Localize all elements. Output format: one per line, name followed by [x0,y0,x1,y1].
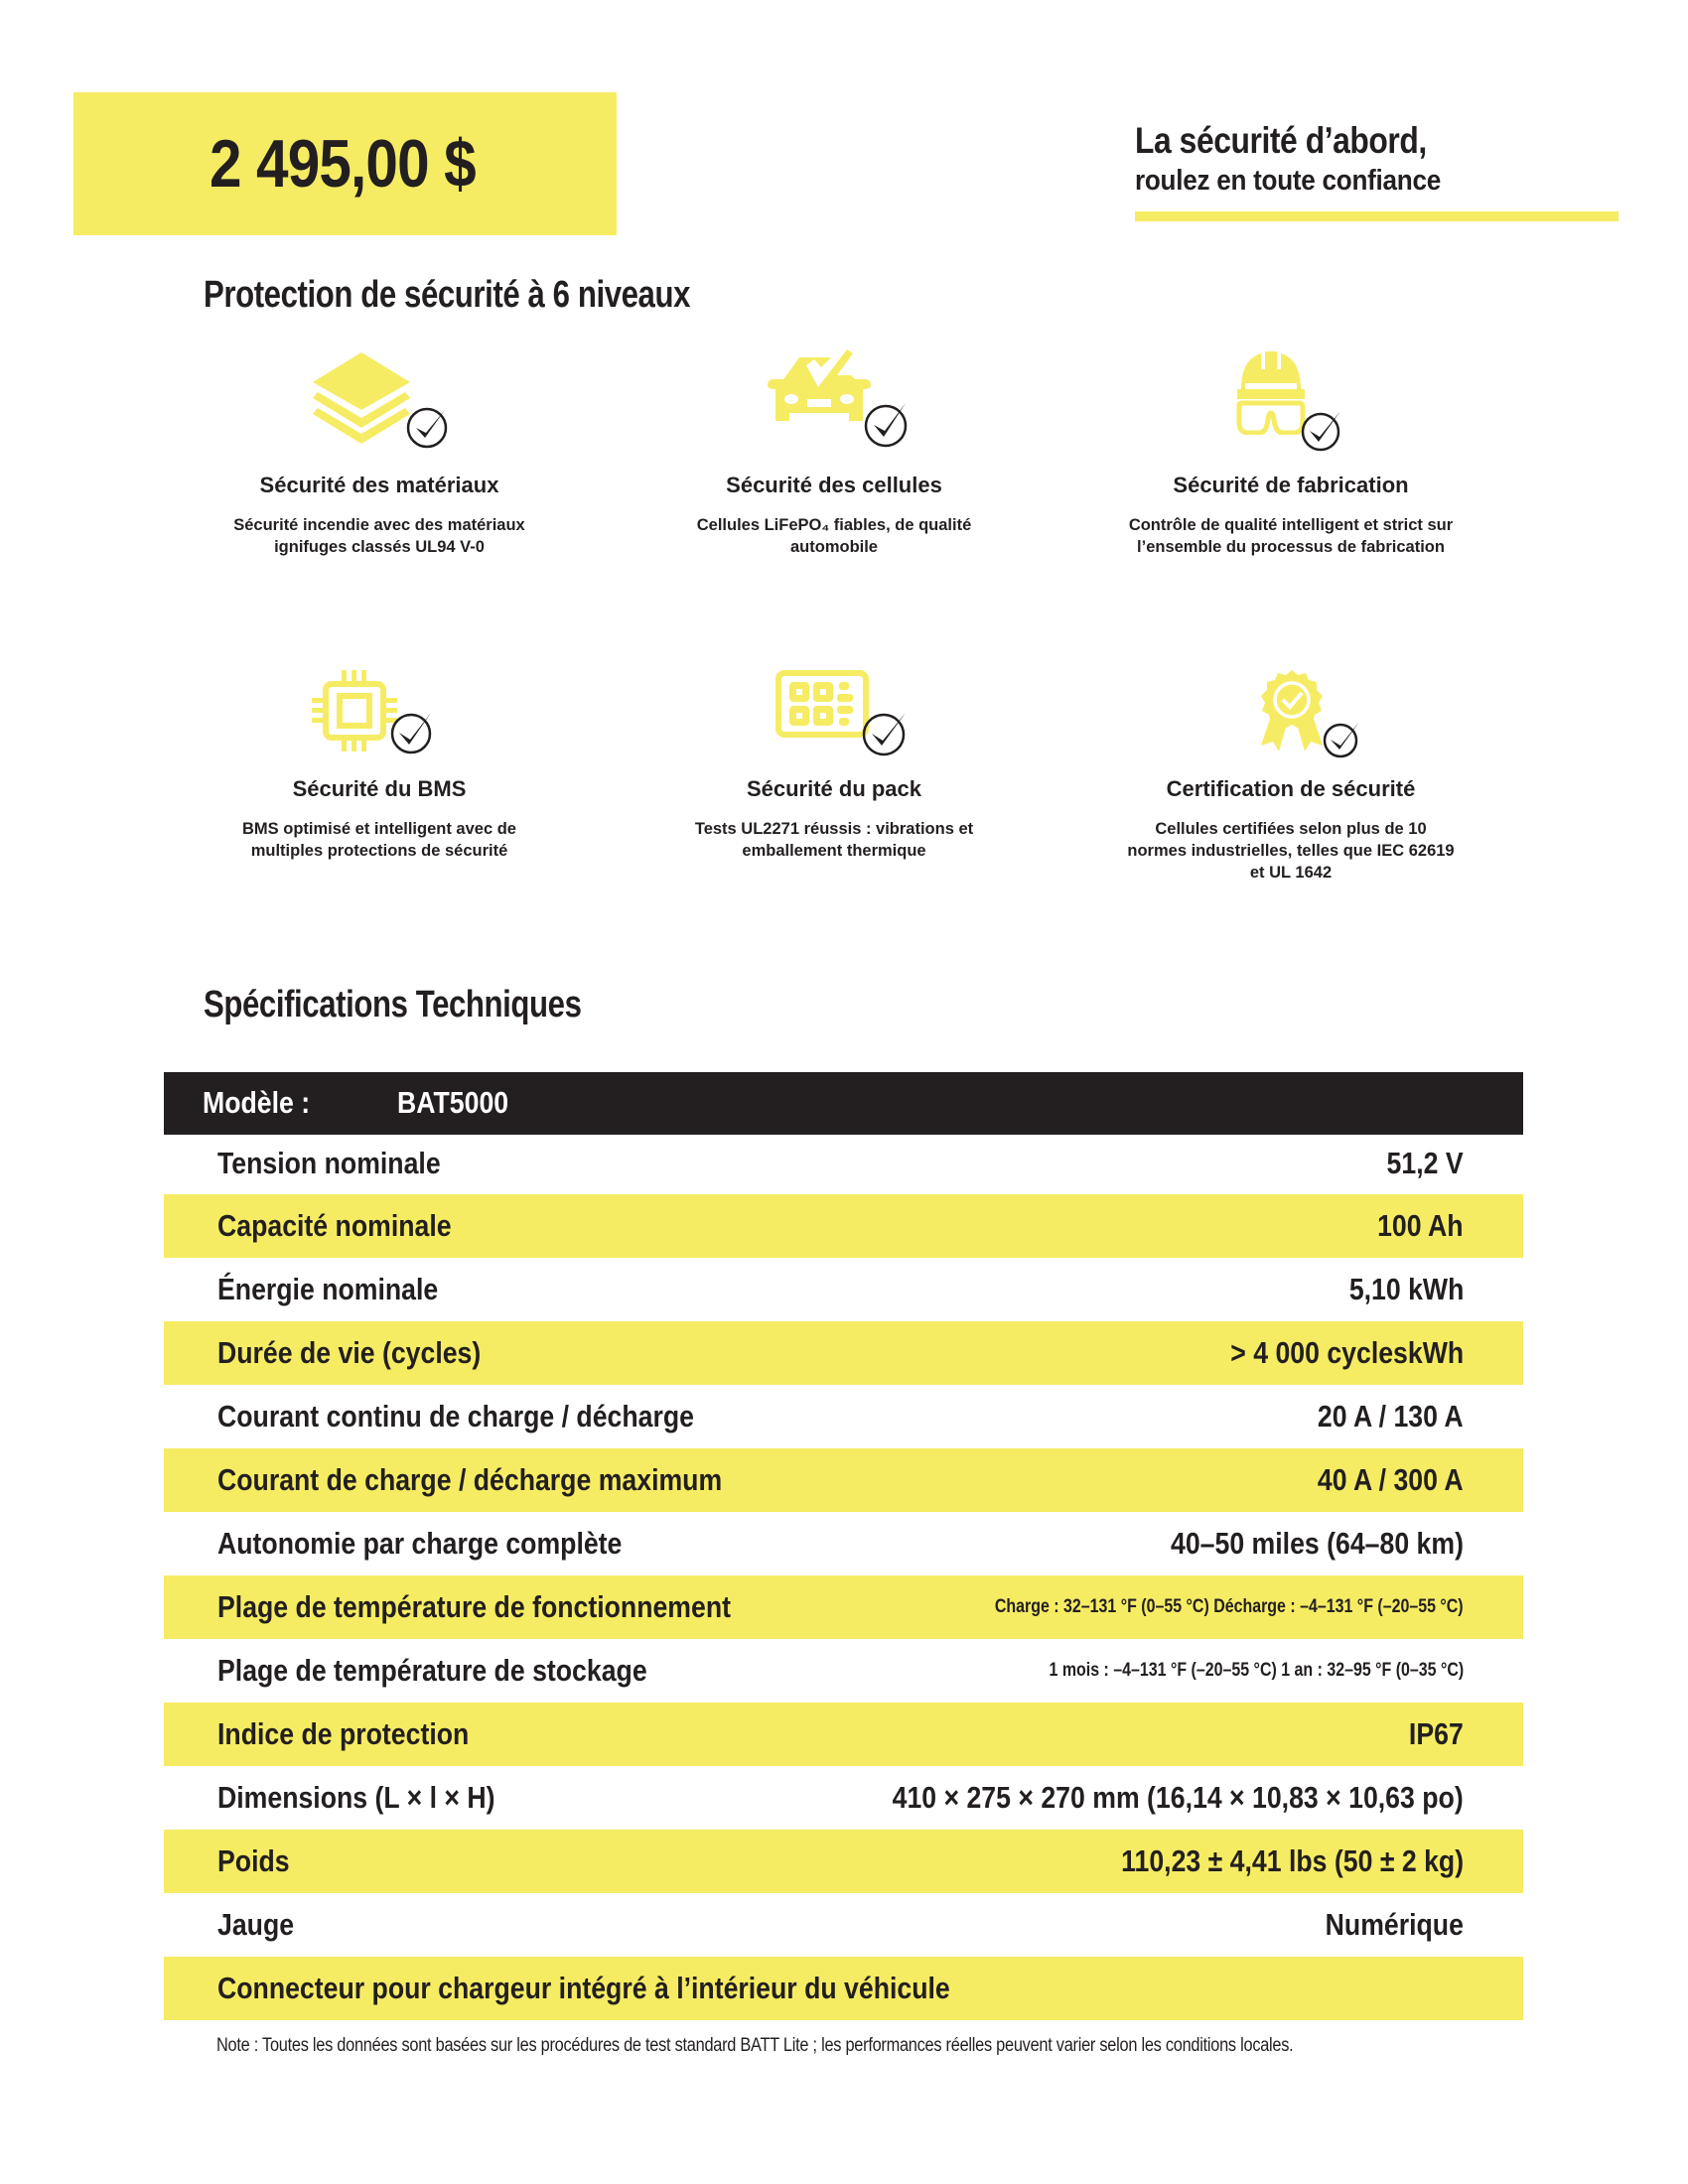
table-row [164,1893,1523,1957]
spec-value: 410 × 275 × 270 mm (16,14 × 10,83 × 10,63 po) [892,1780,1464,1815]
spec-label: Tension nominale [217,1146,441,1180]
feature-description: Contrôle de qualité intelligent et strict sur l’ensemble du processus de fabrication [1128,516,1454,557]
spec-label: Courant continu de charge / décharge [217,1399,694,1433]
check-circle-icon [864,399,910,449]
feature-description: BMS optimisé et intelligent avec de multiples protections de sécurité [242,820,516,861]
table-row [164,1512,1523,1575]
table-row [164,1957,1523,2020]
car-icon [760,349,881,421]
check-circle-icon [862,709,910,756]
tagline-underline [1135,211,1618,221]
feature-cells [606,349,1062,558]
table-row [164,1830,1523,1893]
spec-value: 40–50 miles (64–80 km) [1171,1526,1464,1561]
specs-table [164,1072,1523,2020]
spec-value: 110,23 ± 4,41 lbs (50 ± 2 kg) [1121,1843,1464,1878]
spec-label: Dimensions (L × l × H) [217,1780,495,1815]
feature-description: Cellules LiFePO₄ fiables, de qualité automobile [696,516,972,557]
price-box [73,92,617,235]
model-value: BAT5000 [397,1085,509,1120]
tagline-line-2: roulez en toute confiance [1135,165,1441,197]
table-row [164,1703,1523,1766]
feature-title: Sécurité du pack [746,776,922,801]
spec-label: Plage de température de stockage [217,1653,647,1688]
check-circle-icon [1301,407,1344,453]
feature-description: Cellules certifiées selon plus de 10 normes industrielles, telles que IEC 62619 et UL 1642 [1127,820,1455,883]
spec-value: 20 A / 130 A [1318,1399,1464,1433]
feature-bms [151,667,608,862]
check-circle-icon [405,404,451,450]
feature-materials [151,349,608,558]
spec-value: > 4 000 cycleskWh [1230,1335,1464,1370]
spec-label: Plage de température de fonctionnement [217,1589,732,1624]
tagline [1135,122,1475,196]
spec-label: Durée de vie (cycles) [217,1335,482,1370]
spec-label: Courant de charge / décharge maximum [217,1462,723,1497]
feature-title: Sécurité de fabrication [1173,473,1409,497]
table-row [164,1448,1523,1512]
spec-label: Connecteur pour chargeur intégré à l’intérieur du véhicule [217,1971,950,2005]
feature-title: Sécurité du BMS [292,776,467,801]
spec-label: Autonomie par charge complète [217,1526,623,1561]
table-row [164,1575,1523,1639]
feature-description: Sécurité incendie avec des matériaux ignifuges classés UL94 V-0 [233,516,525,557]
feature-certification [1062,667,1519,884]
spec-label: Capacité nominale [217,1208,452,1243]
table-row [164,1766,1523,1830]
footnote: Note : Toutes les données sont basées sur les procédures de test standard BATT Lite ; les performances réelles peuvent varier selon les conditions locales. [216,2035,1294,2056]
model-label: Modèle : [203,1085,311,1120]
spec-value: 1 mois : –4–131 °F (–20–55 °C) 1 an : 32–95 °F (0–35 °C) [1049,1660,1464,1681]
protection-title: Protection de sécurité à 6 niveaux [204,274,691,316]
spec-value: 5,10 kWh [1348,1272,1464,1306]
table-row [164,1321,1523,1385]
feature-description: Tests UL2271 réussis : vibrations et emballement thermique [694,820,974,861]
specs-header-row [164,1072,1523,1135]
spec-label: Énergie nominale [217,1272,439,1306]
table-row [164,1639,1523,1703]
feature-manufacturing [1062,349,1519,558]
spec-value: Numérique [1325,1907,1464,1942]
spec-value: 40 A / 300 A [1318,1462,1464,1497]
table-row [164,1385,1523,1448]
check-circle-icon [1323,719,1362,758]
battery-pack-icon [775,670,869,738]
tagline-line-1: La sécurité d’abord, [1135,120,1427,161]
spec-value: Charge : 32–131 °F (0–55 °C) Décharge : –4–131 °F (–20–55 °C) [995,1596,1464,1617]
table-row [164,1135,1523,1194]
feature-title: Sécurité des matériaux [259,473,499,497]
spec-value: 51,2 V [1386,1146,1464,1180]
layers-icon [312,352,411,444]
table-row [164,1258,1523,1321]
feature-title: Certification de sécurité [1166,776,1416,801]
spec-value: IP67 [1409,1716,1464,1751]
helmet-goggles-icon [1233,349,1309,435]
spec-label: Jauge [217,1907,295,1942]
specs-title: Spécifications Techniques [204,984,582,1025]
spec-label: Indice de protection [217,1716,470,1751]
chip-icon [312,670,397,751]
table-row [164,1194,1523,1258]
award-badge-icon [1261,670,1323,751]
feature-pack [606,667,1062,862]
feature-title: Sécurité des cellules [726,473,942,497]
check-circle-icon [389,709,435,754]
spec-value: 100 Ah [1377,1208,1464,1243]
price: 2 495,00 $ [210,126,476,202]
spec-label: Poids [217,1843,290,1878]
